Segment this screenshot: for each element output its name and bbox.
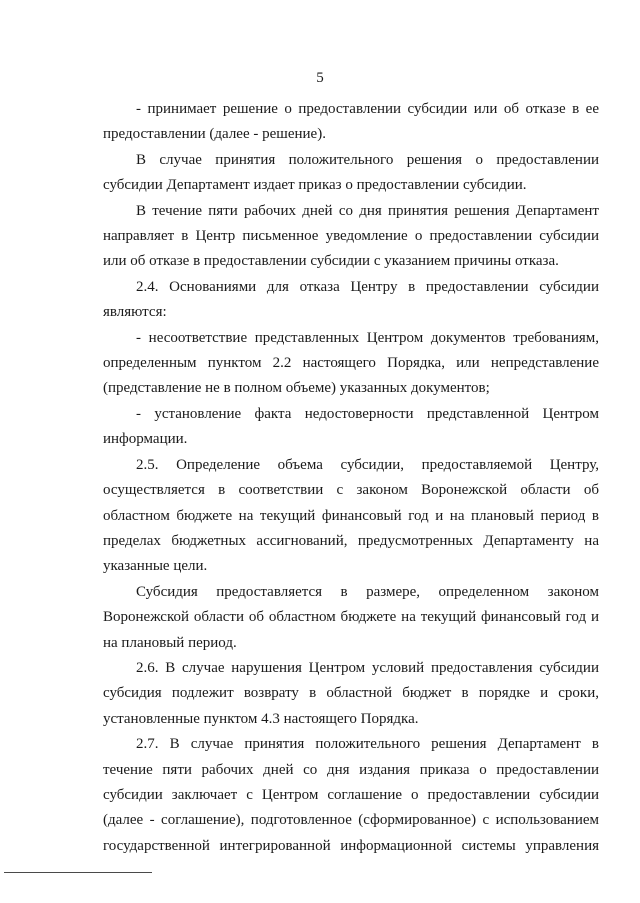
- footnote-divider: [4, 872, 152, 873]
- paragraph-2-4: 2.4. Основаниями для отказа Центру в предоставлении субсидии являются:: [103, 278, 599, 321]
- paragraph-decision: - принимает решение о предоставлении субсидии или об отказе в ее предоставлении (далее - решение).: [103, 101, 599, 143]
- paragraph-positive-decision: В случае принятия положительного решения о предоставлении субсидии Департамент издает приказ о предоставлении субсидии.: [103, 151, 599, 194]
- paragraph-subsidy-amount: Субсидия предоставляется в размере, определенном законом Воронежской области об областном бюджете на текущий финансовый год и на плановый период.: [103, 583, 599, 651]
- paragraph-nonconformity: - несоответствие представленных Центром документов требованиям, определенным пунктом 2.2 настоящего Порядка, или непредставление (представление не в полном объеме) указанных документов;: [103, 329, 599, 397]
- paragraph-notification: В течение пяти рабочих дней со дня принятия решения Департамент направляет в Центр письменное уведомление о предоставлении субсидии или об отказе в предоставлении субсидии с указанием причины отказа.: [103, 202, 599, 270]
- paragraph-2-7: 2.7. В случае принятия положительного решения Департамент в течение пяти рабочих дней со дня издания приказа о предоставлении субсидии заключает с Центром соглашение о предоставлении субсидии (далее - соглашение), подготовленное (сформированное) с использованием государственной интегрированной информационной системы управления: [103, 736, 599, 854]
- document-body: [103, 97, 599, 859]
- paragraph-2-6: 2.6. В случае нарушения Центром условий предоставления субсидии субсидия подлежит возврату в областной бюджет в порядке и сроки, установленные пунктом 4.3 настоящего Порядка.: [103, 659, 599, 727]
- paragraph-false-info: - установление факта недостоверности представленной Центром информации.: [103, 405, 599, 448]
- page-number: 5: [316, 70, 324, 86]
- paragraph-2-5: 2.5. Определение объема субсидии, предоставляемой Центру, осуществляется в соответствии с законом Воронежской области об областном бюджете на текущий финансовый год и на плановый период в пределах бюджетных ассигнований, предусмотренных Департаменту на указанные цели.: [103, 456, 599, 575]
